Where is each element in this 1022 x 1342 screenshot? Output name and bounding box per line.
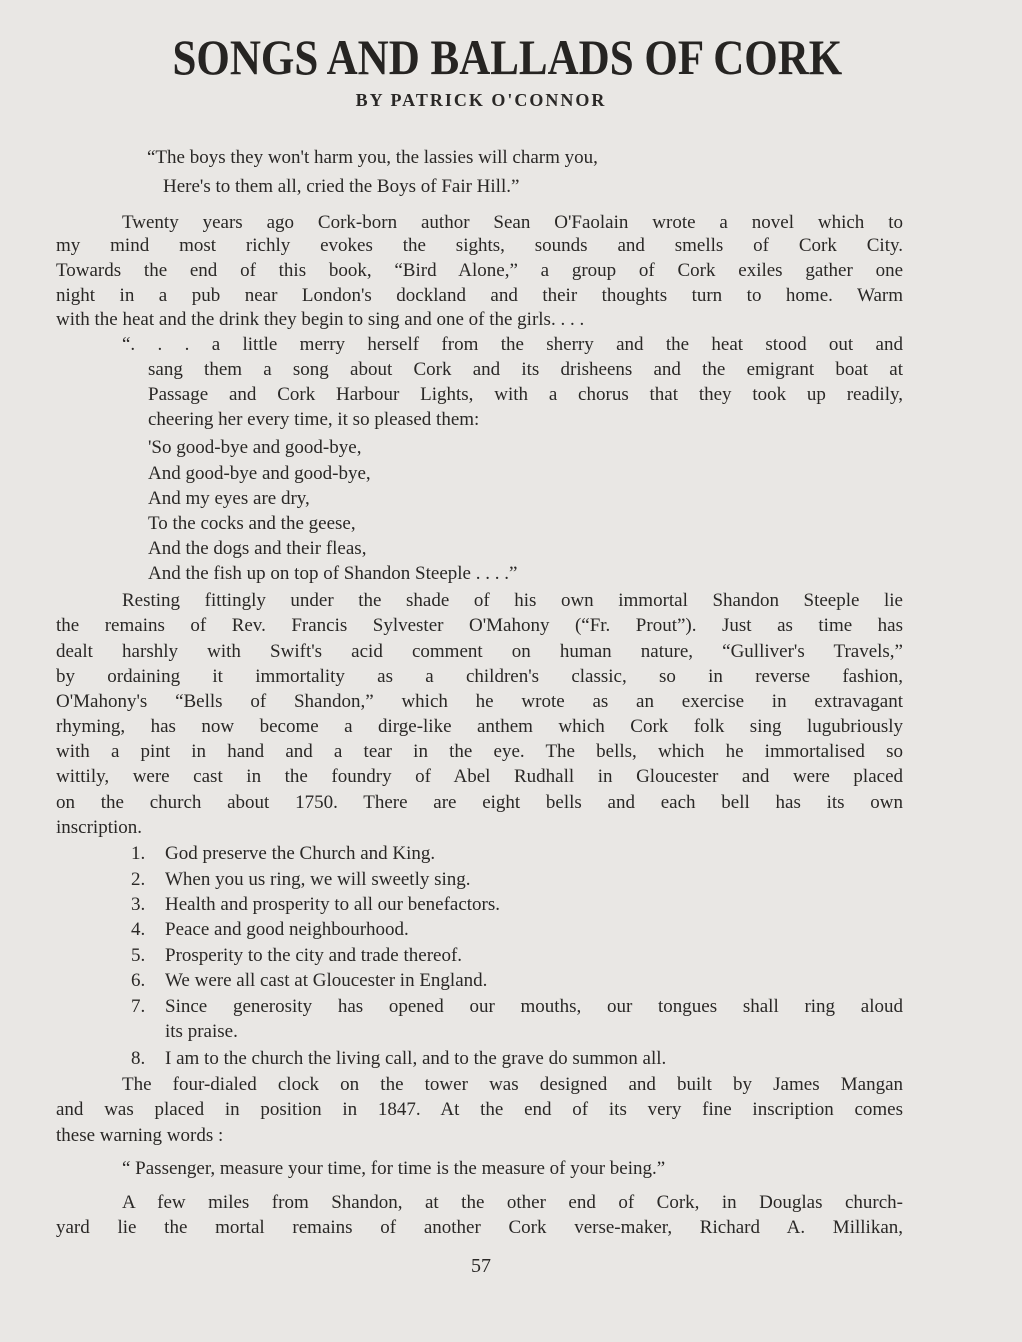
paragraph-line: O'Mahony's “Bells of Shandon,” which he wrote as an exercise in extravagant (56, 691, 903, 712)
page-number: 57 (471, 1255, 491, 1277)
list-item: God preserve the Church and King. (165, 843, 436, 864)
list-number: 3. (131, 894, 146, 915)
paragraph-line: and was placed in position in 1847. At the end of its very fine inscription comes (56, 1099, 903, 1120)
epigraph-line: Here's to them all, cried the Boys of Fair Hill.” (163, 176, 520, 197)
paragraph-line: wittily, were cast in the foundry of Abel Rudhall in Gloucester and were placed (56, 766, 903, 787)
paragraph-line: A few miles from Shandon, at the other end of Cork, in Douglas church- (122, 1192, 903, 1213)
list-number: 4. (131, 919, 146, 940)
paragraph-line: rhyming, has now become a dirge-like anthem which Cork folk sing lugubriously (56, 716, 903, 737)
paragraph-line: my mind most richly evokes the sights, sounds and smells of Cork City. (56, 235, 903, 256)
list-item: When you us ring, we will sweetly sing. (165, 869, 471, 890)
list-item: I am to the church the living call, and to the grave do summon all. (165, 1048, 667, 1069)
paragraph-line: The four-dialed clock on the tower was designed and built by James Mangan (122, 1074, 903, 1095)
paragraph-line: Resting fittingly under the shade of his own immortal Shandon Steeple lie (122, 590, 903, 611)
quote-line: “. . . a little merry herself from the sherry and the heat stood out and (122, 334, 903, 355)
paragraph-line: the remains of Rev. Francis Sylvester O'Mahony (“Fr. Prout”). Just as time has (56, 615, 903, 636)
paragraph-line: dealt harshly with Swift's acid comment on human nature, “Gulliver's Travels,” (56, 641, 903, 662)
article-title: SONGS AND BALLADS OF CORK (172, 29, 843, 85)
song-line: And the dogs and their fleas, (148, 538, 367, 559)
list-number: 7. (131, 996, 146, 1017)
list-item: We were all cast at Gloucester in England. (165, 970, 488, 991)
paragraph-line: night in a pub near London's dockland and their thoughts turn to home. Warm (56, 285, 903, 306)
list-item-continuation: its praise. (165, 1021, 238, 1042)
list-number: 5. (131, 945, 146, 966)
song-line: 'So good-bye and good-bye, (148, 437, 362, 458)
quote-line: Passage and Cork Harbour Lights, with a chorus that they took up readily, (148, 384, 903, 405)
song-line: To the cocks and the geese, (148, 513, 356, 534)
quote-line: cheering her every time, it so pleased them: (148, 409, 480, 430)
song-line: And good-bye and good-bye, (148, 463, 371, 484)
epigraph-line: “The boys they won't harm you, the lassies will charm you, (147, 147, 598, 168)
list-number: 2. (131, 869, 146, 890)
song-line: And the fish up on top of Shandon Steeple . . . .” (148, 563, 518, 584)
quote-line: sang them a song about Cork and its drisheens and the emigrant boat at (148, 359, 903, 380)
inscription-quote: “ Passenger, measure your time, for time is the measure of your being.” (122, 1158, 666, 1179)
paragraph-line: yard lie the mortal remains of another Cork verse-maker, Richard A. Millikan, (56, 1217, 903, 1238)
paragraph-line: inscription. (56, 817, 143, 838)
list-number: 6. (131, 970, 146, 991)
paragraph-line: on the church about 1750. There are eight bells and each bell has its own (56, 792, 903, 813)
list-number: 8. (131, 1048, 146, 1069)
list-item: Peace and good neighbourhood. (165, 919, 409, 940)
paragraph-line: by ordaining it immortality as a children's classic, so in reverse fashion, (56, 666, 903, 687)
list-item: Prosperity to the city and trade thereof. (165, 945, 463, 966)
song-line: And my eyes are dry, (148, 488, 310, 509)
paragraph-line: with the heat and the drink they begin to sing and one of the girls. . . . (56, 309, 585, 330)
paragraph-line: these warning words : (56, 1125, 224, 1146)
paragraph-line: with a pint in hand and a tear in the eye. The bells, which he immortalised so (56, 741, 903, 762)
author-byline: BY PATRICK O'CONNOR (355, 90, 607, 110)
paragraph-line: Towards the end of this book, “Bird Alone,” a group of Cork exiles gather one (56, 260, 903, 281)
list-item: Since generosity has opened our mouths, our tongues shall ring aloud (165, 996, 903, 1017)
list-item: Health and prosperity to all our benefactors. (165, 894, 501, 915)
paragraph-line: Twenty years ago Cork-born author Sean O'Faolain wrote a novel which to (122, 212, 903, 233)
list-number: 1. (131, 843, 146, 864)
